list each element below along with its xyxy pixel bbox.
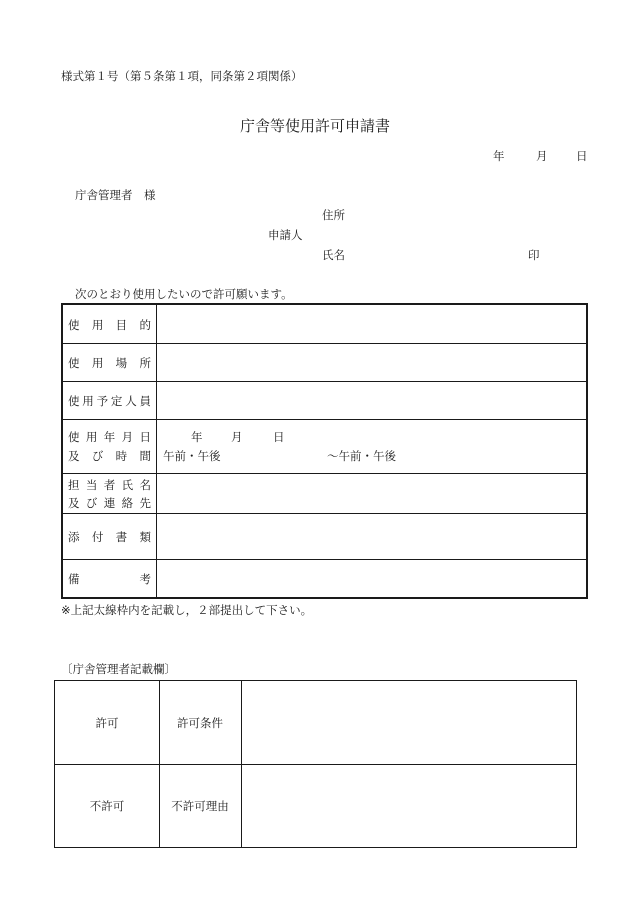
- date-year-label: 年: [493, 149, 505, 163]
- datetime-year-label: 年: [191, 430, 203, 444]
- label-attachments: 添 付 書 類: [68, 530, 151, 544]
- datetime-end-ampm[interactable]: ～午前・午後: [327, 449, 396, 463]
- form-number: 様式第１号（第５条第１項，同条第２項関係）: [61, 69, 303, 83]
- admin-section-heading: 〔庁舎管理者記載欄〕: [61, 662, 176, 676]
- page-title: 庁舎等使用許可申請書: [240, 117, 391, 135]
- datetime-start-ampm[interactable]: 午前・午後: [163, 449, 221, 463]
- permit-conditions-label: 許可条件: [177, 716, 223, 730]
- application-table: [61, 303, 588, 599]
- label-contact-line1: 担 当 者 氏 名: [68, 478, 151, 492]
- address-label: 住所: [322, 208, 345, 222]
- attachments-field[interactable]: [157, 513, 586, 559]
- date-month-label: 月: [536, 149, 548, 163]
- deny-label: 不許可: [89, 799, 125, 813]
- deny-reason-label: 不許可理由: [171, 799, 229, 813]
- date-day-label: 日: [576, 149, 588, 163]
- row-attachments: [63, 513, 586, 560]
- label-purpose: 使 用 目 的: [68, 318, 151, 332]
- row-remarks: [63, 559, 586, 597]
- label-remarks: 備 考: [68, 572, 151, 586]
- label-datetime-line1: 使 用 年 月 日: [68, 430, 151, 444]
- row-purpose: [63, 305, 586, 344]
- applicant-label: 申請人: [268, 228, 303, 242]
- row-datetime: [63, 419, 586, 474]
- permit-conditions-field[interactable]: [242, 681, 576, 764]
- addressee: 庁舎管理者 様: [75, 188, 156, 202]
- contact-field[interactable]: [157, 473, 586, 513]
- place-field[interactable]: [157, 343, 586, 381]
- datetime-day-label: 日: [273, 430, 285, 444]
- admin-table: [54, 680, 577, 848]
- purpose-field[interactable]: [157, 305, 586, 343]
- seal-label: 印: [528, 248, 540, 262]
- label-people: 使 用 予 定 人 員: [68, 394, 151, 408]
- intro-text: 次のとおり使用したいので許可願います。: [75, 287, 293, 301]
- label-contact-line2: 及 び 連 絡 先: [68, 496, 151, 510]
- row-people: [63, 381, 586, 420]
- label-datetime-line2: 及 び 時 間: [68, 449, 151, 463]
- people-field[interactable]: [157, 381, 586, 419]
- deny-reason-field[interactable]: [242, 765, 576, 847]
- name-label: 氏名: [322, 248, 345, 262]
- permit-label: 許可: [95, 716, 119, 730]
- row-place: [63, 343, 586, 382]
- remarks-field[interactable]: [157, 559, 586, 597]
- datetime-month-label: 月: [231, 430, 243, 444]
- row-contact: [63, 473, 586, 514]
- submission-note: ※上記太線枠内を記載し，２部提出して下さい。: [61, 603, 313, 617]
- label-place: 使 用 場 所: [68, 356, 151, 370]
